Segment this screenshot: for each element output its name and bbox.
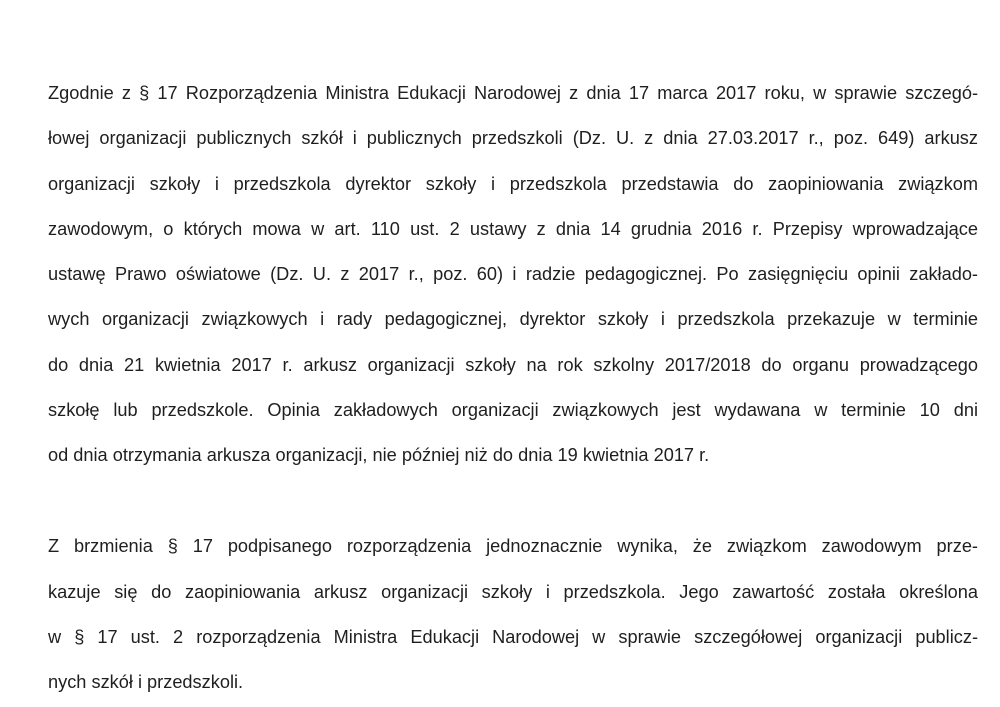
text-line: organizacji szkoły i przedszkola dyrektor szkoły i przedszkola przedstawia do zaopiniowania związkom: [48, 173, 978, 194]
text-line: Z brzmienia § 17 podpisanego rozporządzenia jednoznacznie wynika, że związkom zawodowym prze-: [48, 536, 978, 557]
text-line: w § 17 ust. 2 rozporządzenia Ministra Edukacji Narodowej w sprawie szczegółowej organizacji publicz-: [48, 626, 978, 647]
text-line: zawodowym, o których mowa w art. 110 ust. 2 ustawy z dnia 14 grudnia 2016 r. Przepisy wprowadzające: [48, 218, 978, 239]
text-line: Zgodnie z § 17 Rozporządzenia Ministra Edukacji Narodowej z dnia 17 marca 2017 roku, w sprawie szczegó-: [48, 83, 978, 103]
text-line: ustawę Prawo oświatowe (Dz. U. z 2017 r., poz. 60) i radzie pedagogicznej. Po zasięgnięciu opinii zakłado-: [48, 264, 978, 285]
text-line: kazuje się do zaopiniowania arkusz organizacji szkoły i przedszkola. Jego zawartość została określona: [48, 581, 978, 602]
text-line: wych organizacji związkowych i rady pedagogicznej, dyrektor szkoły i przedszkola przekazuje w terminie: [48, 309, 978, 330]
paragraph-1: [48, 71, 978, 479]
document-body: [48, 71, 978, 705]
text-line: szkołę lub przedszkole. Opinia zakładowych organizacji związkowych jest wydawana w terminie 10 dni: [48, 400, 978, 421]
text-line: do dnia 21 kwietnia 2017 r. arkusz organizacji szkoły na rok szkolny 2017/2018 do organu prowadzącego: [48, 354, 978, 375]
text-line: od dnia otrzymania arkusza organizacji, nie później niż do dnia 19 kwietnia 2017 r.: [48, 445, 710, 466]
paragraph-2: [48, 524, 978, 705]
text-line: nych szkół i przedszkoli.: [48, 672, 244, 693]
text-line: łowej organizacji publicznych szkół i publicznych przedszkoli (Dz. U. z dnia 27.03.2017 r., poz. 649) arkusz: [48, 128, 978, 149]
